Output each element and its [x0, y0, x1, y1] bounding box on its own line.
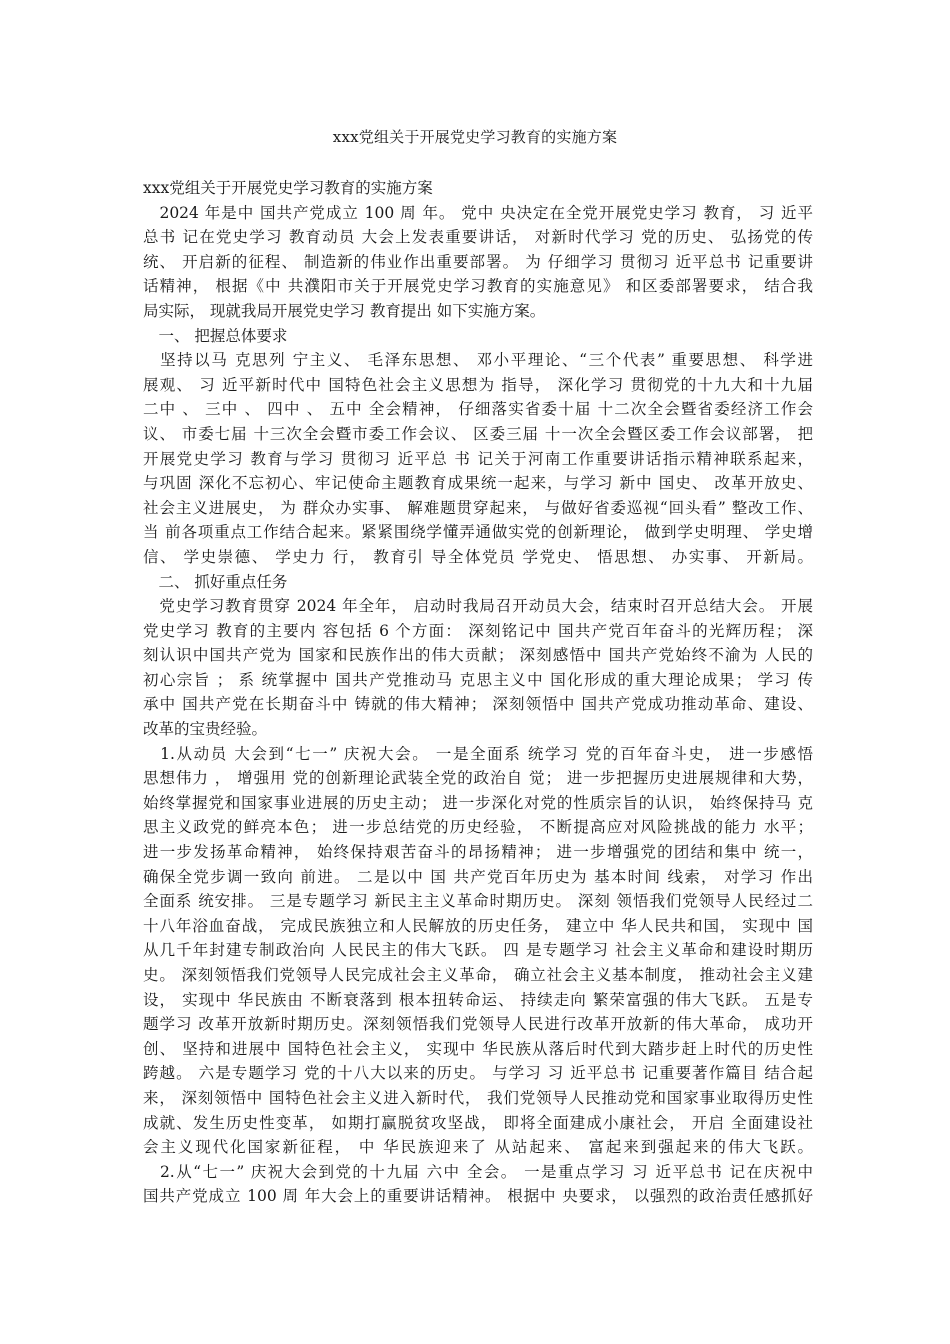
document-body — [143, 176, 813, 1209]
text-line: 议、 市委七届 十三次全会暨市委工作会议、 区委三届 十一次全会暨区委工作会议部署， 把 — [143, 424, 813, 443]
text-line: 从几千年封建专制政治向 人民民主的伟大飞跃。 四 是专题学习 社会主义革命和建设时期历 — [143, 941, 813, 960]
text-line: 展观、 习 近平新时代中 国特色社会主义思想为 指导， 深化学习 贯彻党的十九大和十九届 — [143, 375, 813, 394]
text-line: 创、 坚持和进展中 国特色社会主义， 实现中 华民族从落后时代到大踏步赶上时代的历史性 — [143, 1039, 813, 1058]
text-line: 始终掌握党和国家事业进展的历史主动； 进一步深化对党的性质宗旨的认识， 始终保持马 克 — [143, 793, 813, 812]
text-line: 刻认识中国共产党为 国家和民族作出的伟大贡献； 深刻感悟中 国共产党始终不渝为 人民的 — [143, 646, 813, 665]
document-title: xxx党组关于开展党史学习教育的实施方案 — [332, 128, 618, 146]
text-line: 史。 深刻领悟我们党领导人民完成社会主义革命， 确立社会主义基本制度， 推动社会主义建 — [143, 966, 813, 984]
text-line: 总书 记在党史学习 教育动员 大会上发表重要讲话， 对新时代学习 党的历史、 弘扬党的传 — [143, 228, 813, 247]
text-line: 2.从“七一” 庆祝大会到党的十九届 六中 全会。 一是重点学习 习 近平总书 记在庆祝中 — [143, 1162, 813, 1181]
text-line: 局实际， 现就我局开展党史学习 教育提出 如下实施方案。 — [143, 301, 546, 320]
text-line: 国共产党成立 100 周 年大会上的重要讲话精神。 根据中 央要求， 以强烈的政治责任感抓好 — [143, 1187, 813, 1206]
text-line: 党史学习 教育的主要内 容包括 6 个方面： 深刻铭记中 国共产党百年奋斗的光辉历程； 深 — [143, 621, 813, 640]
text-line: 来， 深刻领悟中 国特色社会主义进入新时代， 我们党领导人民推动党和国家事业取得历史性 — [143, 1088, 813, 1107]
text-line: 跨越。 六是专题学习 党的十八大以来的历史。 与学习 习 近平总书 记重要著作篇目 结合起 — [143, 1064, 813, 1083]
text-line: 初心宗旨 ； 系 统掌握中 国共产党推动马 克思主义中 国化形成的重大理论成果； 学习 传 — [143, 670, 813, 689]
text-line: 会主义现代化国家新征程， 中 华民族迎来了 从站起来、 富起来到强起来的伟大飞跃。 — [143, 1138, 813, 1157]
text-line: 与巩固 深化不忘初心、牢记使命主题教育成果统一起来，与学习 新中 国史、 改革开放史、 — [143, 474, 813, 493]
text-line: 信、 学史崇德、 学史力 行， 教育引 导全体党员 学党史、 悟思想、 办实事、 开新局。 — [143, 547, 813, 566]
text-line: 社会主义进展史， 为 群众办实事、 解难题贯穿起来， 与做好省委巡视“回头看” 整改工作、 — [143, 498, 813, 517]
text-line: 一、 把握总体要求 — [143, 326, 288, 345]
text-line: 改革的宝贵经验。 — [143, 720, 268, 739]
text-line: 二中 、 三中 、 四中 、 五中 全会精神， 仔细落实省委十届 十二次全会暨省委经济工作会 — [143, 400, 813, 419]
text-line: 开展党史学习 教育与学习 贯彻习 近平总 书 记关于河南工作重要讲话指示精神联系起来， — [143, 449, 813, 468]
text-line: 思主义政党的鲜亮本色； 进一步总结党的历史经验， 不断提高应对风险挑战的能力 水平； — [143, 818, 813, 837]
text-line: 全面系 统安排。 三是专题学习 新民主主义革命时期历史。 深刻 领悟我们党领导人民经过二 — [143, 892, 813, 911]
text-line: 党史学习教育贯穿 2024 年全年， 启动时我局召开动员大会，结束时召开总结大会。 开展 — [143, 597, 813, 616]
text-line: 成就、发生历史性变革， 如期打赢脱贫攻坚战， 即将全面建成小康社会， 开启 全面建设社 — [143, 1113, 813, 1132]
text-line: 话精神， 根据《中 共濮阳市关于开展党史学习教育的实施意见》 和区委部署要求， 结合我 — [143, 277, 813, 296]
text-line: 设， 实现中 华民族由 不断衰落到 根本扭转命运、 持续走向 繁荣富强的伟大飞跃。 五是专 — [143, 990, 813, 1009]
text-line: 承中 国共产党在长期奋斗中 铸就的伟大精神； 深刻领悟中 国共产党成功推动革命、建设、 — [143, 695, 813, 714]
text-line: 进一步发扬革命精神， 始终保持艰苦奋斗的昂扬精神； 进一步增强党的团结和集中 统一， — [143, 843, 813, 862]
text-line: 坚持以马 克思列 宁主义、 毛泽东思想、 邓小平理论、“三个代表” 重要思想、 科学进 — [143, 351, 813, 370]
text-line: 题学习 改革开放新时期历史。深刻领悟我们党领导人民进行改革开放新的伟大革命， 成功开 — [143, 1015, 813, 1034]
text-line: xxx党组关于开展党史学习教育的实施方案 — [143, 179, 433, 197]
text-line: 十八年浴血奋战， 完成民族独立和人民解放的历史任务， 建立中 华人民共和国， 实现中 国 — [143, 916, 813, 935]
text-line: 确保全党步调一致向 前进。 二是以中 国 共产党百年历史为 基本时间 线索， 对学习 作出 — [143, 867, 813, 886]
text-line: 1.从动员 大会到“七一” 庆祝大会。 一是全面系 统学习 党的百年奋斗史， 进一步感悟 — [143, 744, 813, 763]
text-line: 2024 年是中 国共产党成立 100 周 年。 党中 央决定在全党开展党史学习 教育， 习 近平 — [143, 203, 813, 222]
text-line: 当 前各项重点工作结合起来。紧紧围绕学懂弄通做实党的创新理论， 做到学史明理、 学史增 — [143, 523, 813, 542]
text-line: 统、 开启新的征程、 制造新的伟业作出重要部署。 为 仔细学习 贯彻习 近平总书 记重要讲 — [143, 252, 813, 271]
text-line: 思想伟力 ， 增强用 党的创新理论武装全党的政治自 觉； 进一步把握历史进展规律和大势， — [143, 769, 813, 788]
text-line: 二、 抓好重点任务 — [143, 572, 288, 591]
